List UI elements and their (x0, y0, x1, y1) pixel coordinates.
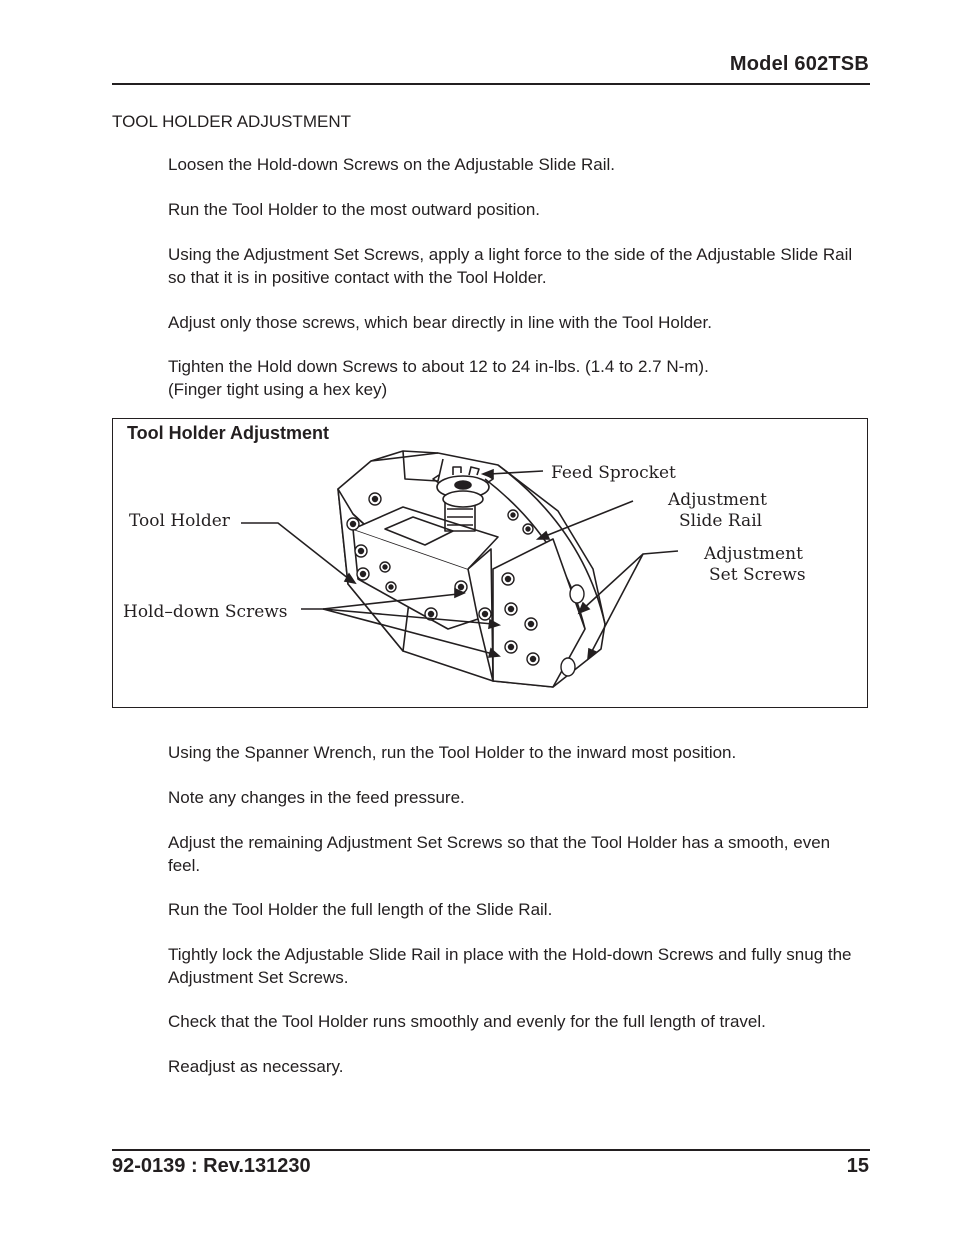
footer-doc-rev: 92-0139 : Rev.131230 (112, 1155, 311, 1177)
label-adjustment-set-screws: Adjustment (704, 544, 803, 564)
header-model: Model 602TSB (729, 53, 869, 75)
figure-title: Tool Holder Adjustment (127, 423, 329, 443)
footer-rule (112, 1149, 870, 1151)
step-text: Using the Spanner Wrench, run the Tool Holder to the inward most position. (168, 743, 737, 762)
label-tool-holder: Tool Holder (129, 511, 230, 531)
label-feed-sprocket: Feed Sprocket (551, 463, 676, 483)
step-text: Tighten the Hold down Screws to about 12 to 24 in-lbs. (1.4 to 2.7 N-m). (168, 357, 709, 376)
step-text: Run the Tool Holder the full length of the Slide Rail. (168, 900, 553, 919)
step-text: Tightly lock the Adjustable Slide Rail in place with the Hold-down Screws and fully snug the Adjustment Set Screws. (168, 945, 852, 987)
label-adjustment-set-screws: Set Screws (709, 565, 806, 585)
step-text: Adjust only those screws, which bear directly in line with the Tool Holder. (168, 313, 712, 332)
assembly-drawing (338, 451, 605, 687)
page-number: 15 (846, 1155, 869, 1177)
section-heading: TOOL HOLDER ADJUSTMENT (112, 112, 351, 131)
step-text: Loosen the Hold-down Screws on the Adjustable Slide Rail. (168, 155, 615, 174)
step-text: Using the Adjustment Set Screws, apply a light force to the side of the Adjustable Slide Rail so that it is in positive contact with the Tool Holder. (168, 245, 853, 287)
label-adjustment-slide-rail: Adjustment (668, 490, 767, 510)
step-text: Note any changes in the feed pressure. (168, 788, 465, 807)
step-text: (Finger tight using a hex key) (168, 380, 388, 399)
label-hold-down-screws: Hold–down Screws (123, 602, 288, 622)
header-rule (112, 83, 870, 85)
step-text: Adjust the remaining Adjustment Set Screws so that the Tool Holder has a smooth, even feel. (168, 833, 831, 875)
label-adjustment-slide-rail: Slide Rail (679, 511, 763, 531)
tool-holder-illustration (113, 419, 869, 709)
step-text: Readjust as necessary. (168, 1057, 344, 1076)
step-text: Check that the Tool Holder runs smoothly and evenly for the full length of travel. (168, 1012, 766, 1031)
figure-box (112, 418, 868, 708)
step-text: Run the Tool Holder to the most outward position. (168, 200, 541, 219)
